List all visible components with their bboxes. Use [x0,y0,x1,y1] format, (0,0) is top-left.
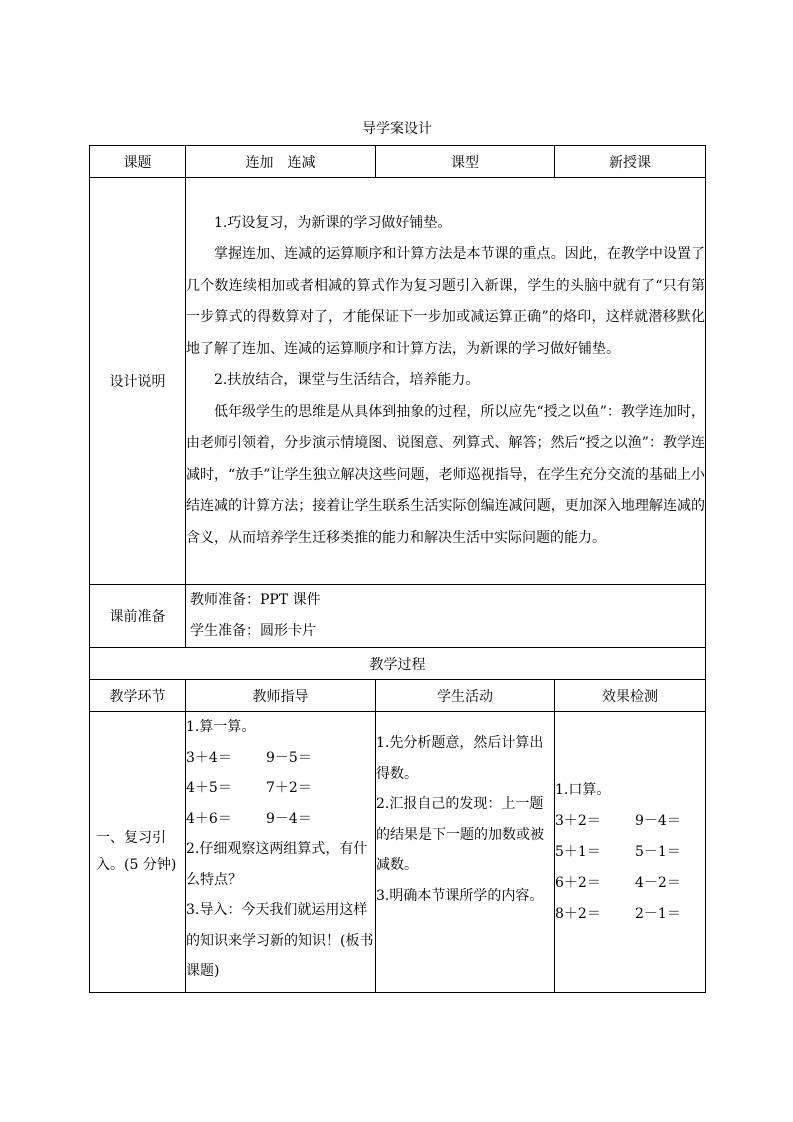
equation-row [186,773,375,804]
design-paragraph: 低年级学生的思维是从具体到抽象的过程，所以应先“授之以鱼”：教学连加时，由老师引领着，分步演示情境图、说图意、列算式、解答；然后“授之以渔”：教学连减时，“放手”让学生独立解决这些问题，老师巡视指导，在学生充分交流的基础上小结连减的计算方法；接着让学生联系生活实际创编连减问题，更加深入地理解连减的含义，从而培养学生迁移类推的能力和解决生活中实际问题的能力。 [186,403,705,546]
design-paragraph: 1.巧设复习，为新课的学习做好铺垫。 [214,214,452,231]
process-title-row [90,648,706,680]
check-equation: 2－1＝ [635,905,681,922]
equation: 7＋2＝ [266,780,312,796]
prep-body [186,585,706,648]
design-paragraph: 掌握连加、连减的运算顺序和计算方法是本节课的重点。因此，在教学中设置了几个数连续相加或者相减的算式作为复习题引入新课，学生的头脑中就有了“只有第一步算式的得数算对了，才能保证下一步加或减运算正确”的烙印，这样就潜移默化地了解了连加、连减的运算顺序和计算方法，为新课的学习做好铺垫。 [186,246,705,357]
teacher-step: 2.仔细观察这两组算式，有什么特点？ [186,841,368,888]
process-column-headers [90,680,706,712]
student-step: 3.明确本节课所学的内容。 [376,887,544,904]
column-header-stage: 教学环节 [90,680,186,712]
design-paragraph: 2.扶放结合，课堂与生活结合，培养能力。 [214,372,480,389]
effect-check-cell [555,712,706,993]
equation: 3＋4＝ [186,749,232,766]
equation-row [186,743,375,774]
check-equation: 6＋2＝ [555,874,601,891]
check-title: 1.口算。 [555,781,611,798]
equation: 9－4＝ [266,810,312,827]
lesson-plan-table [89,145,706,993]
teacher-step: 3.导入：今天我们就运用这样的知识来学习新的知识！(板书课题) [186,902,374,979]
check-equation-row [555,806,705,837]
student-step: 2.汇报自己的发现：上一题的结果是下一题的加数或被减数。 [376,796,544,873]
design-label: 设计说明 [90,178,186,585]
student-activity-cell [376,712,555,993]
check-equation-row [555,899,705,930]
student-prep: 学生准备：圆形卡片 [190,623,316,639]
check-equation: 5－1＝ [635,843,681,860]
equation-row [186,804,375,835]
column-header-teacher: 教师指导 [186,680,376,712]
check-equation: 9－4＝ [635,812,681,829]
type-value: 新授课 [555,146,706,178]
teacher-guide-cell [186,712,376,993]
prep-row [90,585,706,648]
process-row [90,712,706,993]
design-body [186,178,706,585]
process-title: 教学过程 [90,648,706,680]
teacher-prep: 教师准备：PPT 课件 [190,592,321,608]
check-equation-row [555,868,705,899]
equation: 4＋5＝ [186,780,232,796]
stage-cell: 一、复习引入。(5 分钟) [90,712,186,993]
header-row [90,146,706,178]
topic-value: 连加 连减 [186,146,376,178]
prep-label: 课前准备 [90,585,186,648]
check-equation: 3＋2＝ [555,812,601,829]
design-row [90,178,706,585]
topic-label: 课题 [90,146,186,178]
student-step: 1.先分析题意，然后计算出得数。 [376,735,544,782]
equation: 4＋6＝ [186,810,232,827]
equation: 9－5＝ [266,749,312,766]
check-equation: 8＋2＝ [555,905,601,922]
check-equation: 4－2＝ [635,874,681,891]
column-header-student: 学生活动 [376,680,555,712]
column-header-check: 效果检测 [555,680,706,712]
page-title: 导学案设计 [362,121,432,137]
type-label: 课型 [376,146,555,178]
teacher-step: 1.算一算。 [186,719,256,735]
check-equation-row [555,837,705,868]
check-equation: 5＋1＝ [555,843,601,860]
